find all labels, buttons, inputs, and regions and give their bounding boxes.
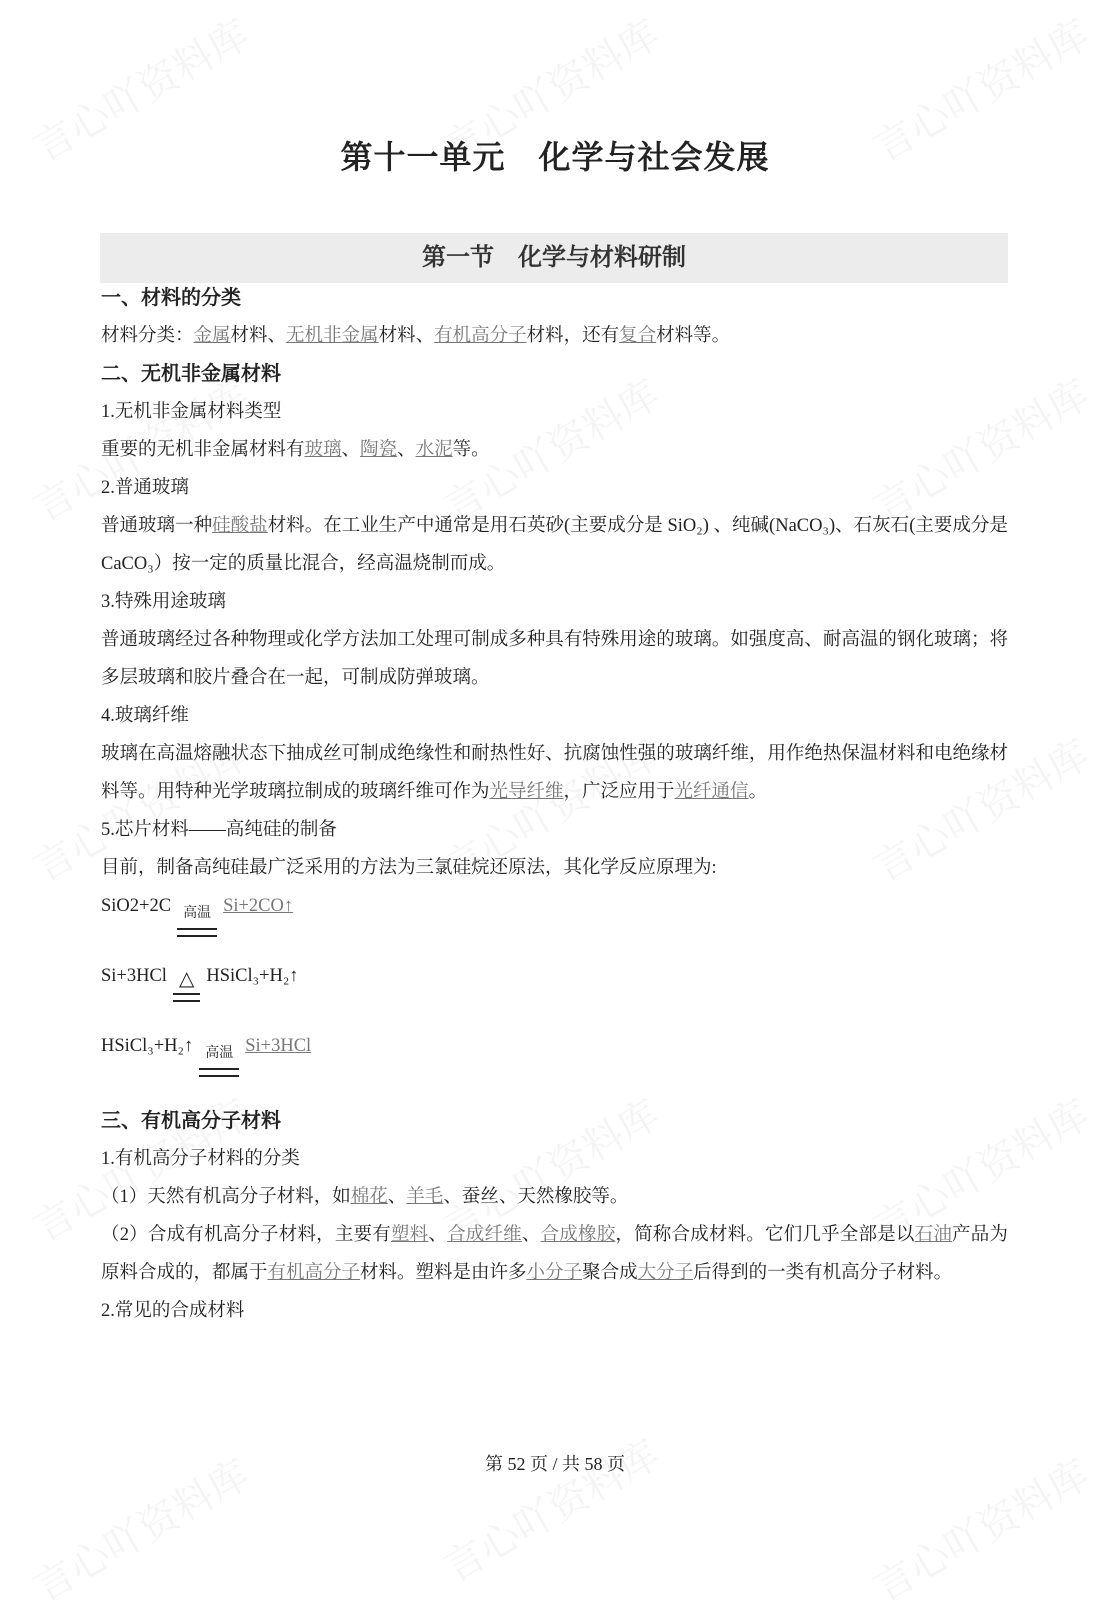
- paragraph: [101, 621, 1008, 697]
- text-run: 、: [428, 1225, 448, 1245]
- text-run: 、: [387, 1187, 407, 1207]
- text-run: 。: [748, 782, 768, 802]
- text-run: 、: [341, 440, 361, 460]
- text-run: 产品为原料合成的，都属于: [101, 1225, 1008, 1283]
- filled-blank: 水泥: [415, 440, 453, 460]
- text-run: 材料。塑料是由许多: [360, 1263, 527, 1283]
- text-run: 1.无机非金属材料类型: [101, 402, 282, 422]
- text-run: 目前，制备高纯硅最广泛采用的方法为三氯硅烷还原法，其化学反应原理为:: [101, 858, 717, 878]
- text-run: 重要的无机非金属材料有: [101, 440, 305, 460]
- paragraph: [101, 317, 1008, 355]
- text-run: 、: [521, 1225, 541, 1245]
- chemical-equation: [101, 887, 1008, 957]
- text-run: ，广泛应用于: [563, 782, 675, 802]
- equation-products: HSiCl₃+H₂↑: [206, 966, 299, 986]
- section-title: 第一节 化学与材料研制: [100, 233, 1008, 283]
- paragraph: [101, 1292, 1008, 1330]
- filled-blank: 合成橡胶: [540, 1225, 616, 1245]
- text-run: 3.特殊用途玻璃: [101, 592, 226, 612]
- text-run: 材料等。: [656, 326, 731, 346]
- paragraph: [101, 1216, 1008, 1292]
- filled-blank: 光纤通信: [674, 782, 749, 802]
- unit-title: 第十一单元 化学与社会发展: [340, 139, 770, 175]
- filled-blank: 有机高分子: [434, 326, 527, 346]
- equation-reactants: SiO2+2C: [101, 896, 172, 916]
- filled-blank: 石油: [914, 1225, 953, 1245]
- paragraph: [101, 849, 1008, 887]
- text-run: 等。: [452, 440, 490, 460]
- equation-reactants: HSiCl₃+H₂↑: [101, 1036, 194, 1056]
- text-run: 二、无机非金属材料: [101, 363, 281, 385]
- paragraph: [101, 697, 1008, 735]
- text-run: 材料分类：: [101, 326, 194, 346]
- text-run: 玻璃在高温熔融状态下抽成丝可制成绝缘性和耐热性好、抗腐蚀性强的玻璃纤维，用作绝热保温材料和电绝缘材料等。用特种光学玻璃拉制成的玻璃纤维可作为: [101, 744, 1008, 802]
- text-run: （2）合成有机高分子材料，主要有: [101, 1225, 391, 1245]
- text-run: ，简称合成材料。它们几乎全部是以: [615, 1225, 915, 1245]
- text-run: 材料。在工业生产中通常是用石英砂(主要成分是 SiO₂) 、纯碱(NaCO₃)、石灰石(主要成分是 CaCO₃）按一定的质量比混合，经高温烧制而成。: [101, 516, 1008, 574]
- text-run: 1.有机高分子材料的分类: [101, 1149, 300, 1169]
- text-run: 5.芯片材料——高纯硅的制备: [101, 820, 337, 840]
- filled-blank: 大分子: [637, 1263, 694, 1283]
- text-run: 普通玻璃一种: [101, 516, 213, 536]
- section-heading: [101, 1102, 1008, 1140]
- filled-blank: 金属: [193, 326, 231, 346]
- text-run: 2.普通玻璃: [101, 478, 189, 498]
- filled-blank: 有机高分子: [267, 1263, 361, 1283]
- text-run: 、蚕丝、天然橡胶等。: [443, 1187, 629, 1207]
- filled-blank: 无机非金属: [286, 326, 379, 346]
- text-run: 材料，还有: [526, 326, 620, 346]
- filled-blank: 复合: [619, 326, 657, 346]
- filled-blank: 合成纤维: [447, 1225, 522, 1245]
- filled-blank: 塑料: [390, 1225, 429, 1245]
- equation-reactants: Si+3HCl: [101, 966, 167, 986]
- text-run: （1）天然有机高分子材料，如: [101, 1187, 351, 1207]
- paragraph: [101, 583, 1008, 621]
- reaction-condition: 高温: [199, 1035, 239, 1073]
- paragraph: [101, 431, 1008, 469]
- paragraph: [101, 1140, 1008, 1178]
- text-run: 一、材料的分类: [101, 287, 241, 309]
- chemical-equation: [101, 1027, 1008, 1097]
- text-run: 普通玻璃经过各种物理或化学方法加工处理可制成多种具有特殊用途的玻璃。如强度高、耐高温的钢化玻璃；将多层玻璃和胶片叠合在一起，可制成防弹玻璃。: [101, 630, 1008, 688]
- filled-blank: 玻璃: [304, 440, 342, 460]
- equation-products: Si+3HCl: [245, 1036, 312, 1056]
- filled-blank: 硅酸盐: [212, 516, 268, 536]
- paragraph: [101, 393, 1008, 431]
- document-body: [101, 279, 1008, 1330]
- text-run: 三、有机高分子材料: [101, 1110, 281, 1132]
- filled-blank: 光导纤维: [489, 782, 564, 802]
- filled-blank: 小分子: [526, 1263, 583, 1283]
- paragraph: [101, 735, 1008, 811]
- section-heading: [101, 355, 1008, 393]
- text-run: 、: [397, 440, 416, 460]
- equation-products: Si+2CO↑: [223, 896, 294, 916]
- paragraph: [101, 469, 1008, 507]
- text-run: 聚合成: [582, 1263, 638, 1283]
- section-heading: [101, 279, 1008, 317]
- reaction-condition: 高温: [177, 895, 217, 933]
- text-run: 材料、: [230, 326, 287, 346]
- paragraph: [101, 811, 1008, 849]
- filled-blank: 棉花: [350, 1187, 388, 1207]
- filled-blank: 陶瓷: [360, 440, 398, 460]
- chemical-equation: [101, 957, 1008, 1027]
- paragraph: [101, 1178, 1008, 1216]
- text-run: 后得到的一类有机高分子材料。: [693, 1263, 953, 1283]
- text-run: 4.玻璃纤维: [101, 706, 189, 726]
- page-number: 第 52 页 / 共 58 页: [484, 1454, 625, 1474]
- text-run: 2.常见的合成材料: [101, 1301, 245, 1321]
- paragraph: [101, 507, 1008, 583]
- text-run: 材料、: [378, 326, 435, 346]
- filled-blank: 羊毛: [406, 1187, 444, 1207]
- reaction-condition: △: [173, 960, 200, 998]
